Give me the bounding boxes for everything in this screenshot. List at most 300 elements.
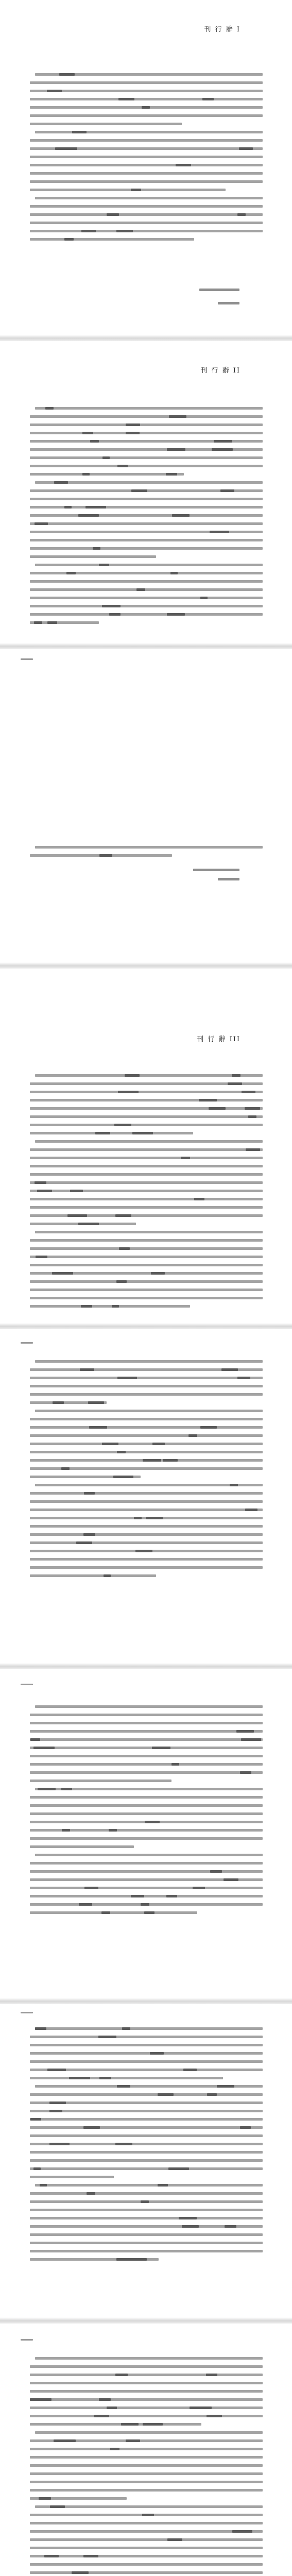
text-line [30,473,184,476]
emphasized-word [78,1223,99,1225]
text-line [30,1368,263,1371]
text-line [30,1132,193,1134]
text-line [35,2085,263,2088]
emphasized-word [30,2398,51,2401]
text-line [30,2406,263,2409]
text-line [30,1256,263,1258]
text-line [30,2242,263,2244]
page-edge-shadow [0,335,292,341]
emphasized-word [143,1459,161,1462]
text-line [30,2209,263,2211]
emphasized-word [167,448,185,451]
emphasized-word [126,423,140,426]
emphasized-word [78,514,99,517]
emphasized-word [81,1305,92,1308]
emphasized-word [99,2398,111,2401]
emphasized-word [190,2406,212,2409]
emphasized-word [99,854,112,857]
text-line [35,407,263,410]
section-title: 刊 行 辭 I [204,26,241,33]
page-number-mark [21,658,33,660]
emphasized-word [70,1190,83,1192]
emphasized-word [152,1747,170,1749]
emphasized-word [232,2530,252,2533]
emphasized-word [202,98,214,100]
text-line [30,1911,197,1914]
text-line [30,2571,263,2574]
text-line [30,106,263,109]
page-edge-shadow [0,962,292,969]
text-line [30,1115,263,1118]
text-line [30,2126,263,2129]
text-line [30,2233,263,2236]
emphasized-word [76,1541,92,1544]
page-edge-shadow [0,1663,292,1669]
text-line [30,547,263,550]
emphasized-word [87,2192,95,2195]
emphasized-word [240,2126,251,2129]
emphasized-word [82,473,90,476]
text-line [30,2118,263,2121]
text-line [30,2060,263,2063]
text-line [30,1541,263,1544]
emphasized-word [145,1821,160,1823]
page-number-mark [21,2012,33,2013]
text-line [30,415,263,418]
text-line [35,131,263,133]
text-line [30,2538,263,2541]
text-line [30,539,263,541]
section-title: 刊 行 辭 III [197,1036,241,1043]
text-line [35,1231,263,1233]
emphasized-word [89,1426,107,1429]
emphasized-word [33,1747,55,1749]
emphasized-word [52,1272,73,1275]
book-page [0,1669,292,1999]
emphasized-word [212,448,233,451]
emphasized-word [109,1829,117,1832]
text-line [30,2514,263,2516]
emphasized-word [158,2093,174,2096]
emphasized-word [194,1198,204,1200]
text-line [30,465,263,467]
text-line [30,114,263,117]
text-line [30,1574,156,1577]
text-line [30,1459,263,1462]
emphasized-word [80,1368,94,1371]
emphasized-word [245,1107,260,1110]
text-line [30,605,263,607]
text-line [30,2110,263,2112]
text-line [30,1451,263,1453]
emphasized-word [72,131,87,133]
emphasized-word [117,465,128,467]
emphasized-word [118,98,134,100]
text-line [30,1476,141,1478]
emphasized-word [90,440,99,443]
emphasized-word [152,1443,165,1445]
text-line [30,1878,263,1881]
text-line [30,1837,263,1840]
emphasized-word [170,572,178,574]
text-line [30,531,263,533]
text-line [30,2225,263,2228]
emphasized-word [85,506,106,509]
emphasized-word [241,1738,261,1741]
emphasized-word [64,506,72,509]
text-line [30,456,263,459]
text-line [35,1788,263,1790]
emphasized-word [182,2225,199,2228]
text-line [30,1190,263,1192]
text-line [30,1124,263,1126]
text-line [30,2036,263,2038]
text-line [30,522,263,525]
emphasized-word [39,2497,51,2500]
text-line [30,1845,134,1848]
text-line [30,1533,263,1536]
emphasized-word [236,1730,254,1733]
emphasized-word [116,230,133,232]
emphasized-word [166,473,177,476]
text-line [30,2563,263,2566]
emphasized-word [82,432,93,434]
emphasized-word [228,1082,242,1085]
text-line [35,2027,263,2030]
page-number-mark [21,1684,33,1685]
emphasized-word [112,1305,119,1308]
emphasized-word [136,588,145,591]
emphasized-word [44,2555,59,2557]
emphasized-word [102,605,121,607]
emphasized-word [246,1148,260,1151]
text-line [30,172,263,175]
text-line [30,1500,263,1503]
emphasized-word [237,1377,250,1379]
text-line [30,1214,263,1217]
text-line [30,1377,263,1379]
text-line [30,1181,263,1184]
text-line [30,238,194,241]
emphasized-word [176,164,191,166]
emphasized-word [67,1214,87,1217]
emphasized-word [232,1074,241,1077]
text-line [30,514,263,517]
text-line [30,2151,263,2154]
text-line [30,2374,263,2376]
emphasized-word [150,2052,164,2055]
text-line [35,2505,263,2508]
text-line [30,81,263,84]
emphasized-word [151,1272,165,1275]
page-edge-shadow [0,1998,292,2004]
emphasized-word [230,1484,238,1486]
emphasized-word [34,621,42,624]
emphasized-word [35,2027,46,2030]
text-line [35,481,263,484]
page-edge-shadow [0,2317,292,2324]
book-page [0,969,292,1324]
text-line [30,123,182,125]
text-line [30,164,263,166]
text-line [30,1272,263,1275]
text-line [30,1730,263,1733]
emphasized-word [115,2374,128,2376]
emphasized-word [33,2167,41,2170]
text-line [30,1385,263,1387]
text-line [30,1082,263,1085]
text-line [30,1393,263,1396]
emphasized-word [88,1401,104,1404]
emphasized-word [158,2184,168,2187]
page-number-mark [21,2339,33,2341]
emphasized-word [62,1829,70,1832]
text-line [30,2448,263,2450]
text-line [30,506,263,509]
emphasized-word [134,1517,142,1519]
emphasized-word [141,2200,149,2203]
emphasized-word [110,2448,119,2450]
emphasized-word [171,1763,179,1766]
text-line [30,1165,263,1167]
emphasized-word [146,1517,163,1519]
text-line [30,597,263,599]
text-line [30,1714,263,1716]
text-line [30,2102,263,2104]
text-line [30,147,263,150]
emphasized-word [117,1377,137,1379]
emphasized-word [167,2538,182,2541]
text-line [35,2357,263,2360]
emphasized-word [47,90,62,92]
emphasized-word [131,489,147,492]
text-line [30,2547,263,2549]
text-line [30,2481,263,2483]
emphasized-word [188,1434,197,1437]
text-line [30,2382,263,2384]
emphasized-word [115,1214,131,1217]
emphasized-word [245,1509,257,1511]
text-line [30,613,263,616]
text-line [30,2530,263,2533]
text-line [30,1107,263,1110]
text-line [30,98,263,100]
text-line [35,73,263,76]
emphasized-word [35,1181,46,1184]
text-line [30,1206,263,1209]
text-line [35,1484,263,1486]
emphasized-word [119,1247,130,1250]
text-line [30,2365,263,2368]
text-line [30,1492,263,1495]
text-line [30,2497,127,2500]
emphasized-word [99,2077,111,2079]
book-page [0,2004,292,2318]
text-line [30,1517,263,1519]
emphasized-word [66,572,76,574]
text-line [30,1862,263,1865]
text-line [30,1566,263,1569]
text-line [35,564,263,566]
emphasized-word [210,1870,222,1873]
text-line [30,572,263,574]
emphasized-word [131,1895,144,1897]
book-page [0,649,292,963]
book-page [0,1329,292,1664]
text-line [30,1297,263,1299]
emphasized-word [167,613,185,616]
emphasized-word [206,2374,217,2376]
text-line [30,2423,201,2426]
emphasized-word [118,1091,139,1093]
emphasized-word [209,1107,226,1110]
emphasized-word [35,522,43,525]
text-line [30,2167,263,2170]
emphasized-word [61,1467,70,1470]
text-line [30,498,263,500]
emphasized-word [181,1157,190,1159]
emphasized-word [64,238,74,241]
text-line [30,222,263,224]
text-line [30,230,263,232]
emphasized-word [83,1533,95,1536]
emphasized-word [168,2167,189,2170]
emphasized-word [183,2069,197,2071]
text-line [30,1091,263,1093]
emphasized-word [172,514,190,517]
emphasized-word [221,1368,238,1371]
text-line [35,2184,263,2187]
text-line [30,2456,263,2459]
text-line [30,1887,263,1889]
book-page [0,0,292,336]
text-line [30,1747,263,1749]
text-line [30,2069,263,2071]
text-line [30,2390,263,2393]
text-line [30,139,263,142]
emphasized-word [125,1074,140,1077]
emphasized-word [104,1574,111,1577]
text-line [30,1264,263,1266]
emphasized-word [107,2406,117,2409]
text-line [30,2522,263,2524]
text-line [30,1763,263,1766]
emphasized-word [30,2118,41,2121]
emphasized-word [53,1401,64,1404]
text-line [30,2134,263,2137]
emphasized-word [117,1451,126,1453]
text-line [30,2200,263,2203]
text-line [30,1289,263,1291]
text-line [30,189,226,191]
text-line [30,580,263,583]
text-line [30,1796,263,1799]
text-line [30,205,263,208]
emphasized-word [83,2555,98,2557]
text-line [30,588,263,591]
emphasized-word [121,2423,139,2426]
emphasized-word [117,2085,130,2088]
text-line [30,1525,263,1528]
text-line [30,1418,263,1420]
section-title: 刊 行 辭 II [200,367,241,375]
page-edge-shadow [0,1323,292,1329]
text-line [30,1401,107,1404]
emphasized-word [102,456,110,459]
text-line [35,1140,263,1143]
emphasized-word [55,147,77,150]
emphasized-word [144,1911,154,1914]
emphasized-word [113,1476,127,1478]
text-line [30,1870,263,1873]
emphasized-word [166,1895,177,1897]
text-line [30,1558,263,1561]
emphasized-word [94,2415,109,2417]
text-line [30,1755,263,1757]
text-line [30,2192,263,2195]
emphasized-word [122,2027,130,2030]
page-number-mark [21,1342,33,1344]
emphasized-word [207,2415,222,2417]
emphasized-word [135,1550,152,1552]
book-page [0,341,292,644]
emphasized-word [109,613,121,616]
text-line [30,2052,263,2055]
text-line [30,2258,159,2261]
emphasized-word [37,1190,52,1192]
emphasized-word [83,2126,100,2129]
text-line [30,180,263,183]
emphasized-word [131,189,141,191]
emphasized-word [193,1887,205,1889]
emphasized-word [126,432,140,434]
text-line [30,2472,263,2475]
emphasized-word [179,2217,197,2219]
text-line [35,1854,263,1856]
text-line [30,1467,263,1470]
text-line [30,2176,114,2178]
emphasized-word [98,2036,116,2038]
emphasized-word [224,1878,238,1881]
emphasized-word [199,1099,217,1101]
text-line [30,90,263,92]
text-line [30,2464,263,2467]
emphasized-word [142,2514,154,2516]
text-line [30,2415,263,2417]
text-line [30,1099,263,1101]
text-line [30,1198,263,1200]
emphasized-word [49,2143,70,2145]
text-line [30,432,263,434]
emphasized-word [30,1738,40,1741]
emphasized-word [237,213,246,216]
text-line [30,2555,263,2557]
text-line [30,2489,263,2492]
text-line [30,1239,263,1242]
emphasized-word [54,481,68,484]
emphasized-word [84,1492,95,1495]
text-line [30,1280,263,1283]
emphasized-word [107,213,119,216]
text-line [30,2143,263,2145]
emphasized-word [102,1443,118,1445]
emphasized-word [141,1903,149,1906]
text-line [30,555,156,558]
text-line [30,1305,190,1308]
text-line [30,1903,263,1906]
text-line [30,2077,223,2079]
text-line [30,1550,263,1552]
